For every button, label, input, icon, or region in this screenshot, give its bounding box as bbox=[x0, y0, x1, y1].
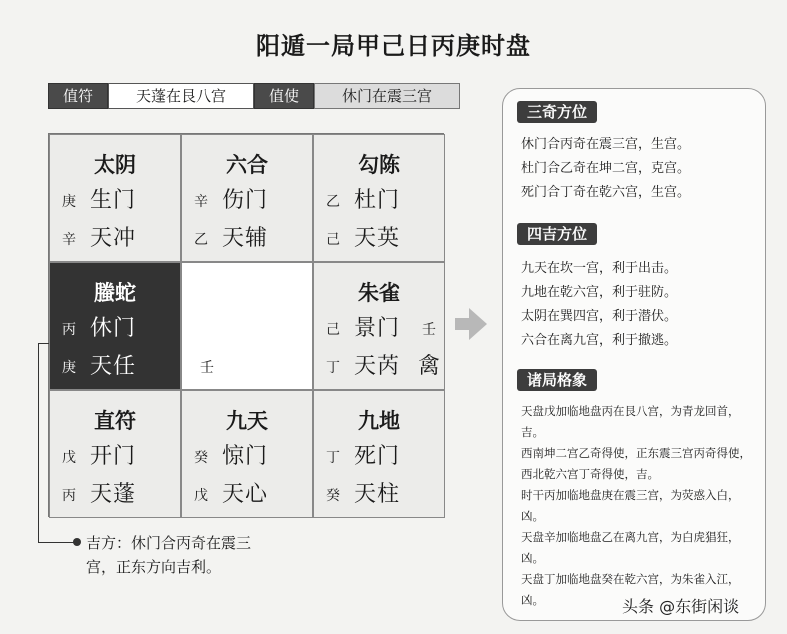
palace-li-9 bbox=[181, 134, 313, 262]
god-label: 九地 bbox=[358, 409, 400, 433]
section-title-sanqi: 三奇方位 bbox=[517, 101, 597, 123]
connector-line bbox=[38, 542, 76, 543]
star-label: 天柱 bbox=[354, 482, 401, 507]
page-title: 阳遁一局甲己日丙庚时盘 bbox=[256, 32, 531, 60]
zhishi-label: 值使 bbox=[254, 83, 314, 109]
list-item: 天盘辛加临地盘乙在离九宫，为白虎猖狂，凶。 bbox=[521, 530, 740, 565]
section-title-geju: 诸局格象 bbox=[517, 369, 597, 391]
door-label: 伤门 bbox=[222, 188, 269, 213]
star-label: 天任 bbox=[90, 354, 137, 379]
zhifu-value: 天蓬在艮八宫 bbox=[108, 83, 254, 109]
list-item: 时干丙加临地盘庚在震三宫，为荧惑入白，凶。 bbox=[521, 488, 740, 523]
door-label: 景门 bbox=[354, 316, 401, 341]
door-label: 惊门 bbox=[222, 444, 269, 469]
bullet-dot-icon bbox=[73, 538, 81, 546]
extra-stem: 壬 bbox=[422, 322, 436, 338]
list-item: 六合在离九宫，利于撤逃。 bbox=[521, 333, 678, 348]
earth-stem: 丙 bbox=[62, 488, 76, 504]
earth-stem: 癸 bbox=[326, 488, 340, 504]
star-label: 天冲 bbox=[90, 226, 137, 251]
door-label: 开门 bbox=[90, 444, 137, 469]
list-item: 天盘丁加临地盘癸在乾六宫，为朱雀入江，凶。 bbox=[521, 572, 740, 607]
list-item: 杜门合乙奇在坤二宫，克宫。 bbox=[521, 161, 691, 176]
door-label: 杜门 bbox=[354, 188, 401, 213]
god-label: 螣蛇 bbox=[94, 281, 136, 305]
heaven-stem: 辛 bbox=[194, 194, 208, 210]
palace-kan-1 bbox=[181, 390, 313, 518]
palace-dui-7 bbox=[313, 262, 445, 390]
heaven-stem: 丁 bbox=[326, 450, 340, 466]
list-item: 九天在坎一宫，利于出击。 bbox=[521, 261, 678, 276]
geju-list bbox=[521, 401, 757, 611]
star-label: 天心 bbox=[222, 482, 269, 507]
heaven-stem: 癸 bbox=[194, 450, 208, 466]
palace-gen-8 bbox=[49, 390, 181, 518]
star-label: 天蓬 bbox=[90, 482, 137, 507]
list-item: 太阴在巽四宫，利于潜伏。 bbox=[521, 309, 678, 324]
list-item: 死门合丁奇在乾六宫，生宫。 bbox=[521, 185, 691, 200]
earth-stem: 丁 bbox=[326, 360, 340, 376]
sanqi-list bbox=[521, 133, 757, 205]
palace-center-5 bbox=[181, 262, 313, 390]
heaven-stem: 戊 bbox=[62, 450, 76, 466]
heaven-stem: 庚 bbox=[62, 194, 76, 210]
center-stem: 壬 bbox=[200, 360, 214, 376]
connector-line bbox=[38, 343, 39, 542]
extra-star: 禽 bbox=[418, 354, 441, 379]
god-label: 九天 bbox=[226, 409, 268, 433]
god-label: 直符 bbox=[94, 409, 136, 433]
star-label: 天辅 bbox=[222, 226, 269, 251]
earth-stem: 乙 bbox=[194, 232, 208, 248]
watermark: 头条 @东街闲谈 bbox=[622, 597, 740, 616]
heaven-stem: 丙 bbox=[62, 322, 76, 338]
earth-stem: 戊 bbox=[194, 488, 208, 504]
god-label: 太阴 bbox=[94, 153, 136, 177]
door-label: 休门 bbox=[90, 316, 137, 341]
zhishi-value: 休门在震三宫 bbox=[314, 83, 460, 109]
heaven-stem: 己 bbox=[326, 322, 340, 338]
god-label: 六合 bbox=[226, 153, 268, 177]
list-item: 休门合丙奇在震三宫，生宫。 bbox=[521, 137, 691, 152]
door-label: 死门 bbox=[354, 444, 401, 469]
earth-stem: 庚 bbox=[62, 360, 76, 376]
list-item: 天盘戊加临地盘丙在艮八宫，为青龙回首，吉。 bbox=[521, 404, 740, 439]
note-line: 吉方：休门合丙奇在震三 bbox=[86, 534, 252, 552]
star-label: 天英 bbox=[354, 226, 401, 251]
arrow-right-icon bbox=[469, 308, 487, 340]
connector-line bbox=[38, 343, 49, 344]
god-label: 朱雀 bbox=[358, 281, 400, 305]
star-label: 天芮 bbox=[354, 354, 401, 379]
door-label: 生门 bbox=[90, 188, 137, 213]
palace-grid bbox=[48, 133, 444, 517]
section-title-siji: 四吉方位 bbox=[517, 223, 597, 245]
analysis-panel bbox=[502, 88, 766, 621]
palace-qian-6 bbox=[313, 390, 445, 518]
palace-zhen-3 bbox=[49, 262, 181, 390]
god-label: 勾陈 bbox=[358, 153, 400, 177]
heaven-stem: 乙 bbox=[326, 194, 340, 210]
palace-xun-4 bbox=[49, 134, 181, 262]
list-item: 西南坤二宫乙奇得使，正东震三宫丙奇得使，西北乾六宫丁奇得使，吉。 bbox=[521, 446, 751, 481]
earth-stem: 己 bbox=[326, 232, 340, 248]
siji-list bbox=[521, 257, 757, 353]
zhifu-label: 值符 bbox=[48, 83, 108, 109]
earth-stem: 辛 bbox=[62, 232, 76, 248]
note-line: 宫，正东方向吉利。 bbox=[86, 558, 222, 576]
lucky-direction-note bbox=[86, 531, 306, 579]
palace-kun-2 bbox=[313, 134, 445, 262]
list-item: 九地在乾六宫，利于驻防。 bbox=[521, 285, 678, 300]
arrow-right-icon bbox=[455, 318, 469, 330]
